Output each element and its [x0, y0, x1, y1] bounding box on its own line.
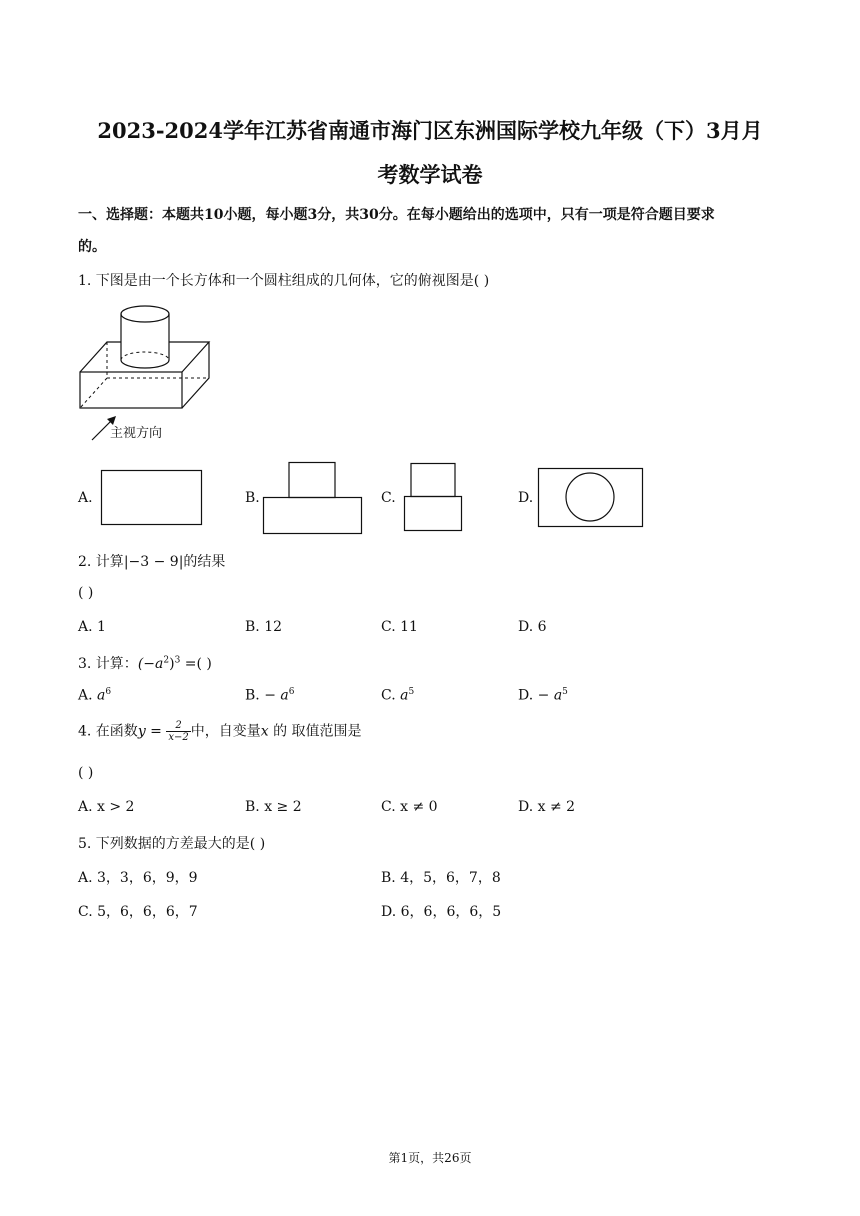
question-4-stem: [78, 720, 362, 743]
option-exponent: 5: [408, 687, 415, 697]
question-2-option-b[interactable]: B. 12: [245, 619, 283, 635]
option-base: − a: [537, 687, 563, 704]
question-4-fraction: [166, 720, 190, 743]
option-exponent: 6: [105, 687, 112, 697]
question-3-stem: [78, 653, 212, 673]
page-title: 2023-2024学年江苏省南通市海门区东洲国际学校九年级（下）3月月: [97, 118, 763, 143]
question-3-stem-suffix: =( ): [180, 656, 212, 672]
question-4-variable-x: x: [260, 723, 269, 740]
question-2-option-a[interactable]: A. 1: [78, 619, 106, 635]
option-c-figure[interactable]: [403, 462, 463, 532]
option-base: − a: [264, 687, 289, 704]
question-2-stem: [78, 551, 225, 571]
question-2-stem-suffix: 的结果: [183, 554, 226, 570]
question-3-expression: (−a: [137, 656, 164, 672]
question-3-exponent-inner: 2: [163, 655, 170, 666]
question-3-exponent-outer: 3: [174, 655, 181, 666]
question-3-option-d[interactable]: [518, 687, 568, 704]
option-c-label[interactable]: C.: [381, 490, 396, 506]
question-3-option-b[interactable]: [245, 687, 294, 704]
option-a-figure[interactable]: [100, 469, 204, 527]
question-4-stem-mid: 中，自变量: [190, 723, 261, 740]
question-2-option-c[interactable]: C. 11: [381, 619, 418, 635]
option-base: a: [400, 687, 409, 704]
option-a-label[interactable]: A.: [78, 490, 93, 506]
option-base: a: [97, 687, 106, 704]
question-2-option-d[interactable]: D. 6: [518, 619, 547, 635]
question-5-option-b[interactable]: B. 4，5，6，7，8: [381, 870, 501, 886]
question-4-function-y: y =: [137, 723, 162, 740]
section-heading-cont: 的。: [78, 239, 106, 255]
question-4-stem-suffix: 的 取值范围是: [268, 723, 362, 740]
question-5-option-c[interactable]: C. 5，6，6，6，7: [78, 904, 198, 920]
question-3-close-paren: ): [169, 656, 175, 672]
option-b-figure[interactable]: [262, 461, 364, 535]
question-4-option-d[interactable]: D. x ≠ 2: [518, 799, 576, 815]
question-3-option-a[interactable]: [78, 687, 111, 704]
option-d-label[interactable]: D.: [518, 490, 534, 506]
question-1-stem: 1. 下图是由一个长方体和一个圆柱组成的几何体，它的俯视图是( ): [78, 273, 490, 289]
question-5-stem: 5. 下列数据的方差最大的是( ): [78, 836, 266, 852]
question-4-paren: ( ): [78, 765, 94, 781]
page-title-line2: 考数学试卷: [377, 162, 483, 187]
section-heading: 一、选择题：本题共10小题，每小题3分，共30分。在每小题给出的选项中，只有一项是符合题目要求: [78, 207, 715, 223]
option-label: D.: [518, 687, 538, 704]
question-3-option-c[interactable]: [381, 687, 414, 704]
question-5-option-d[interactable]: D. 6，6，6，6，5: [381, 904, 502, 920]
option-label: A.: [78, 687, 98, 704]
question-3-stem-prefix: 3. 计算：: [78, 656, 138, 672]
question-5-option-a[interactable]: A. 3，3，6，9，9: [78, 870, 198, 886]
question-2-stem-prefix: 2. 计算: [78, 554, 124, 570]
view-direction-caption: 主视方向: [110, 426, 163, 441]
question-4-stem-prefix: 4. 在函数: [78, 723, 138, 740]
fraction-denominator: x−2: [168, 732, 189, 743]
option-b-label[interactable]: B.: [245, 490, 260, 506]
question-4-option-a[interactable]: A. x > 2: [78, 799, 135, 815]
question-4-option-b[interactable]: B. x ≥ 2: [245, 799, 302, 815]
question-2-paren: ( ): [78, 585, 94, 601]
option-exponent: 6: [288, 687, 295, 697]
fraction-numerator: 2: [166, 720, 190, 732]
option-exponent: 5: [562, 687, 568, 697]
option-label: B.: [245, 687, 265, 704]
question-2-expression: |−3 − 9|: [123, 554, 184, 570]
option-label: C.: [381, 687, 401, 704]
option-d-figure[interactable]: [537, 467, 644, 529]
page-footer: 第1页，共26页: [388, 1151, 472, 1165]
question-4-option-c[interactable]: C. x ≠ 0: [381, 799, 438, 815]
